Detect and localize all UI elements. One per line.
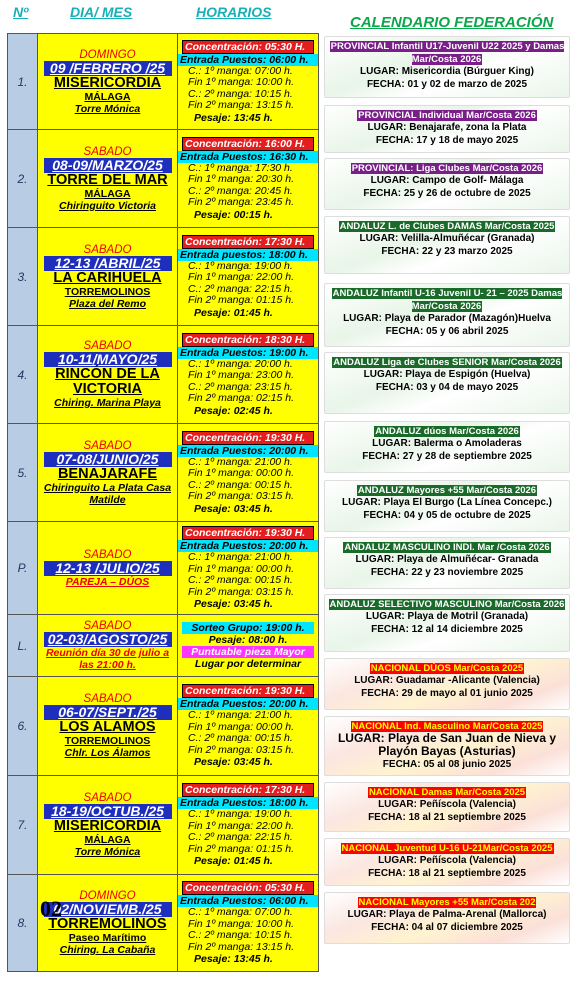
competition-lugar: LUGAR: Playa de Almuñécar- Granada xyxy=(355,554,539,565)
calendar-card xyxy=(324,892,570,944)
calendar-card xyxy=(324,716,570,776)
competition-fecha: FECHA: 12 al 14 diciembre 2025 xyxy=(371,624,523,635)
manga-time: C.: 1º manga: 21:00 h. xyxy=(188,455,293,468)
competition-lugar: LUGAR: Campo de Golf- Málaga xyxy=(370,175,524,186)
date-cell xyxy=(38,228,178,326)
calendar-card xyxy=(324,352,570,414)
competition-title: ANDALUZ Mayores +55 Mar/Costa 2026 xyxy=(357,485,537,496)
competition-title: ANDALUZ L. de Clubes DAMAS Mar/Costa 2025 xyxy=(339,221,555,232)
manga-time: C.: 1º manga: 19:00 h. xyxy=(188,259,293,272)
venue-name: MISERICORDIA xyxy=(53,74,162,91)
day-of-week: SABADO xyxy=(83,792,132,804)
manga-time: Fin 1º manga: 00:00 h. xyxy=(188,467,294,479)
manga-time: C.: 1º manga: 19:00 h. xyxy=(188,808,293,820)
lugar-note: Lugar por determinar xyxy=(194,657,302,670)
venue-name: LA CARIHUELA xyxy=(53,269,162,286)
competition-lugar: LUGAR: Playa El Burgo (La Línea Concepc.) xyxy=(341,497,553,508)
competition-title: NACIONAL Damas Mar/Costa 2025 xyxy=(368,787,526,798)
calendar-card xyxy=(324,537,570,589)
date-cell xyxy=(38,326,178,424)
competition-lugar: LUGAR: Peñíscola (Valencia) xyxy=(378,855,516,866)
day-of-week: DOMINGO xyxy=(79,48,136,61)
row-number: L. xyxy=(8,615,38,677)
schedule-row xyxy=(8,34,319,130)
competition-fecha: FECHA: 18 al 21 septiembre 2025 xyxy=(368,812,526,823)
day-of-week: SABADO xyxy=(83,243,132,256)
event-date: 06-07/SEPT./25 xyxy=(44,705,172,720)
competition-title: ANDALUZ SELECTIVO MASCULINO Mar/Costa 2026 xyxy=(329,599,565,610)
competition-lugar: LUGAR: Balerma o Amoladeras xyxy=(372,438,522,449)
pesaje-time: Pesaje: 03:45 h. xyxy=(194,502,273,515)
calendar-card xyxy=(324,421,570,473)
manga-time: C.: 1º manga: 20:00 h. xyxy=(188,357,293,370)
day-of-week: SABADO xyxy=(83,548,132,561)
manga-time: C.: 1º manga: 07:00 h. xyxy=(188,906,293,918)
event-date: 10-11/MAYO/25 xyxy=(44,352,172,367)
competition-fecha: FECHA: 25 y 26 de octubre de 2025 xyxy=(363,188,531,199)
competition-lugar: LUGAR: Playa de San Juan de Nieva y Playón Bayas (Asturias) xyxy=(337,731,557,758)
event-note: PAREJA – DÚOS xyxy=(65,575,150,588)
manga-time: C.: 2º manga: 00:15 h. xyxy=(188,574,293,586)
calendar-card xyxy=(324,658,570,710)
competition-lugar: LUGAR: Playa de Motril (Granada) xyxy=(365,611,529,622)
competition-fecha: FECHA: 29 de mayo al 01 junio 2025 xyxy=(361,688,533,699)
competition-fecha: FECHA: 22 y 23 marzo 2025 xyxy=(381,246,513,257)
day-of-week: SABADO xyxy=(83,439,132,452)
venue-name: BENAJARAFE xyxy=(57,465,158,482)
competition-fecha: FECHA: 05 al 08 junio 2025 xyxy=(382,759,512,770)
manga-time: C.: 1º manga: 21:00 h. xyxy=(188,551,293,563)
pesaje-time: Pesaje: 01:45 h. xyxy=(194,306,273,319)
venue-name: MISERICORDIA xyxy=(53,818,162,834)
venue-town: TORREMOLINOS xyxy=(64,285,151,298)
venue-town: MÁLAGA xyxy=(84,90,131,103)
schedule-row xyxy=(8,228,319,326)
schedule-row xyxy=(8,130,319,228)
schedule-table xyxy=(7,33,319,972)
date-cell xyxy=(38,34,178,130)
entrada-time: Entrada Puestos: 20:00 h. xyxy=(178,445,318,457)
competition-title: PROVINCIAL: Liga Clubes Mar/Costa 2026 xyxy=(351,163,543,174)
day-of-week: SABADO xyxy=(83,340,132,352)
competition-fecha: FECHA: 03 y 04 de mayo 2025 xyxy=(375,382,519,393)
competition-title: PROVINCIAL Infantil U17-Juvenil U22 2025 y Damas Mar/Costa 2026 xyxy=(330,41,565,65)
header-num: Nº xyxy=(13,4,29,20)
competition-lugar: LUGAR: Playa de Parador (Mazagón)Huelva xyxy=(343,313,551,324)
concentracion-time: Concentración: 05:30 H. xyxy=(182,40,314,54)
venue-spot: Chiringuito Victoria xyxy=(58,199,157,212)
header-dia-mes: DIA/ MES xyxy=(70,4,133,20)
competition-lugar: LUGAR: Playa de Palma-Arenal (Mallorca) xyxy=(347,909,547,920)
manga-time: C.: 1º manga: 21:00 h. xyxy=(188,709,293,721)
date-cell xyxy=(38,615,178,677)
venue-name: TORRE DEL MAR xyxy=(47,171,168,188)
row-number: 2. xyxy=(8,130,38,228)
date-cell xyxy=(38,677,178,776)
venue-name: RINCÓN DE LA VICTORIA xyxy=(55,366,160,397)
day-of-week: SABADO xyxy=(83,620,132,632)
pesaje-time: Pesaje: 08:00 h. xyxy=(208,633,288,646)
venue-name: TORREMOLINOS xyxy=(48,916,167,932)
day-of-week: DOMINGO xyxy=(79,890,136,902)
manga-time: Fin 1º manga: 20:30 h. xyxy=(188,173,294,185)
row-number: 1. xyxy=(8,34,38,130)
event-date: 07-08/JUNIO/25 xyxy=(44,452,172,467)
calendar-card xyxy=(324,158,570,210)
event-date: 02/NOVIEMB./25 xyxy=(44,902,172,917)
competition-fecha: FECHA: 05 y 06 abril 2025 xyxy=(385,326,509,337)
manga-time: Fin 1º manga: 00:00 h. xyxy=(188,720,294,733)
pesaje-time: Pesaje: 00:15 h. xyxy=(194,208,273,221)
competition-fecha: FECHA: 04 y 05 de octubre de 2025 xyxy=(363,510,531,521)
venue-town: TORREMOLINOS xyxy=(64,735,151,747)
event-date: 08-09/MARZO/25 xyxy=(44,158,172,173)
row-number: 8. xyxy=(8,875,38,972)
competition-lugar: LUGAR: Velilla-Almuñécar (Granada) xyxy=(359,233,535,244)
competition-fecha: FECHA: 17 y 18 de mayo 2025 xyxy=(375,135,519,146)
pesaje-time: Pesaje: 03:45 h. xyxy=(194,756,273,768)
date-cell xyxy=(38,424,178,522)
calendar-card xyxy=(324,480,570,532)
pesaje-time: Pesaje: 13:45 h. xyxy=(194,953,273,965)
row-number: 4. xyxy=(8,326,38,424)
row-number: 5. xyxy=(8,424,38,522)
competition-title: PROVINCIAL Individual Mar/Costa 2026 xyxy=(358,110,536,121)
concentracion-time: Concentración: 19:30 H. xyxy=(182,684,314,698)
competition-lugar: LUGAR: Peñíscola (Valencia) xyxy=(378,799,516,810)
calendar-card xyxy=(324,283,570,347)
overlay-number: 02 xyxy=(40,896,62,921)
pesaje-time: Pesaje: 13:45 h. xyxy=(194,111,273,124)
competition-fecha: FECHA: 01 y 02 de marzo de 2025 xyxy=(366,79,528,90)
competition-title: NACIONAL Ind. Masculino Mar/Costa 2025 xyxy=(351,721,543,732)
concentracion-time: Concentración: 19:30 H. xyxy=(182,526,314,540)
competition-title: ANDALUZ Infantil U-16 Juvenil U- 21 – 2025 Damas Mar/Costa 2026 xyxy=(332,288,563,312)
concentracion-time: Concentración: 17:30 H. xyxy=(182,783,314,797)
manga-time: Fin 2º manga: 13:15 h. xyxy=(188,99,294,111)
header-horarios: HORARIOS xyxy=(196,4,272,20)
pesaje-time: Pesaje: 01:45 h. xyxy=(194,855,273,867)
venue-spot: Plaza del Remo xyxy=(68,297,147,310)
row-number: 3. xyxy=(8,228,38,326)
competition-lugar: LUGAR: Playa de Espigón (Huelva) xyxy=(363,369,531,380)
manga-time: C.: 2º manga: 23:15 h. xyxy=(188,380,293,393)
venue-town: MÁLAGA xyxy=(84,187,131,200)
concentracion-time: Concentración: 16:00 H. xyxy=(182,137,314,151)
schedule-cell xyxy=(178,615,319,677)
manga-time: C.: 2º manga: 00:15 h. xyxy=(188,478,293,491)
event-date: 02-03/AGOSTO/25 xyxy=(44,632,172,647)
manga-time: Fin 2º manga: 23:45 h. xyxy=(188,196,294,208)
sorteo-time: Sorteo Grupo: 19:00 h. xyxy=(182,622,314,634)
header-calendario: CALENDARIO FEDERACIÓN xyxy=(350,14,554,31)
entrada-time: Entrada Puestos: 06:00 h. xyxy=(178,54,318,66)
schedule-cell xyxy=(178,326,319,424)
schedule-cell xyxy=(178,34,319,130)
manga-time: C.: 2º manga: 22:15 h. xyxy=(188,831,293,843)
manga-time: Fin 2º manga: 02:15 h. xyxy=(188,392,294,404)
competition-title: ANDALUZ dúos Mar/Costa 2026 xyxy=(375,426,519,437)
date-cell xyxy=(38,522,178,615)
day-of-week: SABADO xyxy=(83,145,132,158)
manga-time: Fin 2º manga: 03:15 h. xyxy=(188,490,294,502)
venue-spot: Torre Mónica xyxy=(74,846,141,858)
competition-fecha: FECHA: 18 al 21 septiembre 2025 xyxy=(368,868,526,879)
manga-time: Fin 2º manga: 01:15 h. xyxy=(188,842,294,855)
entrada-time: Entrada Puestos: 20:00 h. xyxy=(178,698,318,710)
concentracion-time: Concentración: 19:30 H. xyxy=(182,431,314,445)
competition-title: ANDALUZ Liga de Clubes SENIOR Mar/Costa 2026 xyxy=(333,357,561,368)
day-of-week: SABADO xyxy=(83,693,132,705)
row-number: 7. xyxy=(8,776,38,875)
venue-spot: Chiring. Marina Playa xyxy=(54,397,161,409)
event-date: 09 /FEBRERO /25 xyxy=(44,61,172,76)
event-date: 18-19/OCTUB./25 xyxy=(44,804,172,819)
manga-time: C.: 2º manga: 10:15 h. xyxy=(188,929,293,941)
event-date: 12-13 /ABRIL/25 xyxy=(44,256,172,271)
entrada-time: Entrada Puestos: 06:00 h. xyxy=(178,895,318,907)
entrada-time: Entrada Puestos: 16:30 h. xyxy=(178,151,318,163)
venue-spot: Chiring. La Cabaña xyxy=(59,944,156,956)
manga-time: C.: 2º manga: 22:15 h. xyxy=(188,282,293,295)
calendar-card xyxy=(324,838,570,886)
calendar-card xyxy=(324,594,570,652)
entrada-time: Entrada Puestos: 19:00 h. xyxy=(178,347,318,359)
manga-time: C.: 2º manga: 00:15 h. xyxy=(188,732,293,744)
manga-time: C.: 1º manga: 07:00 h. xyxy=(188,64,293,77)
manga-time: C.: 2º manga: 20:45 h. xyxy=(188,184,293,197)
competition-fecha: FECHA: 27 y 28 de septiembre 2025 xyxy=(362,451,532,462)
schedule-cell xyxy=(178,228,319,326)
date-cell xyxy=(38,130,178,228)
schedule-cell xyxy=(178,677,319,776)
schedule-row xyxy=(8,677,319,776)
manga-time: Fin 2º manga: 01:15 h. xyxy=(188,294,294,306)
schedule-row xyxy=(8,326,319,424)
competition-title: ANDALUZ MASCULINO INDI. Mar /Costa 2026 xyxy=(344,542,550,553)
concentracion-time: Concentración: 17:30 H. xyxy=(182,235,314,249)
competition-fecha: FECHA: 22 y 23 noviembre 2025 xyxy=(370,567,524,578)
concentracion-time: Concentración: 05:30 H. xyxy=(182,881,314,895)
competition-title: NACIONAL DÚOS Mar/Costa 2025 xyxy=(370,663,524,674)
schedule-cell xyxy=(178,130,319,228)
entrada-time: Entrada Puestos: 20:00 h. xyxy=(178,540,318,552)
venue-town: Paseo Marítimo xyxy=(68,932,147,944)
manga-time: C.: 2º manga: 10:15 h. xyxy=(188,87,293,100)
manga-time: Fin 1º manga: 22:00 h. xyxy=(188,819,294,832)
concentracion-time: Concentración: 18:30 H. xyxy=(182,333,314,347)
competition-lugar: LUGAR: Benajarafe, zona la Plata xyxy=(367,122,527,133)
manga-time: Fin 2º manga: 03:15 h. xyxy=(188,585,294,598)
date-cell xyxy=(38,776,178,875)
venue-name: LOS ALAMOS xyxy=(59,719,156,735)
pieza-badge: Puntuable pieza Mayor xyxy=(182,646,314,658)
venue-spot: Chlr. Los Álamos xyxy=(64,747,151,759)
schedule-row xyxy=(8,615,319,677)
calendar-card xyxy=(324,216,570,274)
competition-lugar: LUGAR: Guadamar -Alicante (Valencia) xyxy=(354,675,540,686)
competition-title: NACIONAL Juventud U-16 U-21Mar/Costa 2025 xyxy=(341,843,553,854)
schedule-cell xyxy=(178,875,319,972)
schedule-row xyxy=(8,776,319,875)
row-number: 6. xyxy=(8,677,38,776)
entrada-time: Entrada Puestos: 18:00 h. xyxy=(178,797,318,809)
manga-time: Fin 1º manga: 23:00 h. xyxy=(188,369,294,381)
pesaje-time: Pesaje: 02:45 h. xyxy=(194,404,273,417)
competition-lugar: LUGAR: Misericordia (Búrguer King) xyxy=(360,66,534,77)
schedule-row xyxy=(8,875,319,972)
pesaje-time: Pesaje: 03:45 h. xyxy=(194,598,273,610)
schedule-cell xyxy=(178,424,319,522)
manga-time: Fin 2º manga: 03:15 h. xyxy=(188,743,294,756)
venue-spot: Chiringuito La Plata Casa Matilde xyxy=(43,481,172,506)
competition-title: NACIONAL Mayores +55 Mar/Costa 202 xyxy=(358,897,536,908)
schedule-cell xyxy=(178,776,319,875)
calendar-card xyxy=(324,36,570,98)
calendar-card xyxy=(324,782,570,832)
event-note: Reunión día 30 de julio a las 21:00 h. xyxy=(45,647,170,671)
manga-time: C.: 1º manga: 17:30 h. xyxy=(188,161,293,174)
event-date: 12-13 /JULIO/25 xyxy=(44,561,172,576)
competition-fecha: FECHA: 04 al 07 diciembre 2025 xyxy=(371,922,523,933)
venue-town: MÁLAGA xyxy=(84,834,131,846)
schedule-row xyxy=(8,424,319,522)
calendar-card xyxy=(324,105,570,153)
date-cell xyxy=(38,875,178,972)
venue-spot: Torre Mónica xyxy=(74,102,141,115)
schedule-cell xyxy=(178,522,319,615)
entrada-time: Entrada puestos: 18:00 h. xyxy=(178,249,318,261)
manga-time: Fin 1º manga: 10:00 h. xyxy=(188,917,294,930)
manga-time: Fin 1º manga: 22:00 h. xyxy=(188,271,294,283)
manga-time: Fin 1º manga: 00:00 h. xyxy=(188,562,294,575)
schedule-row xyxy=(8,522,319,615)
manga-time: Fin 1º manga: 10:00 h. xyxy=(188,76,294,88)
row-number: P. xyxy=(8,522,38,615)
manga-time: Fin 2º manga: 13:15 h. xyxy=(188,940,294,953)
